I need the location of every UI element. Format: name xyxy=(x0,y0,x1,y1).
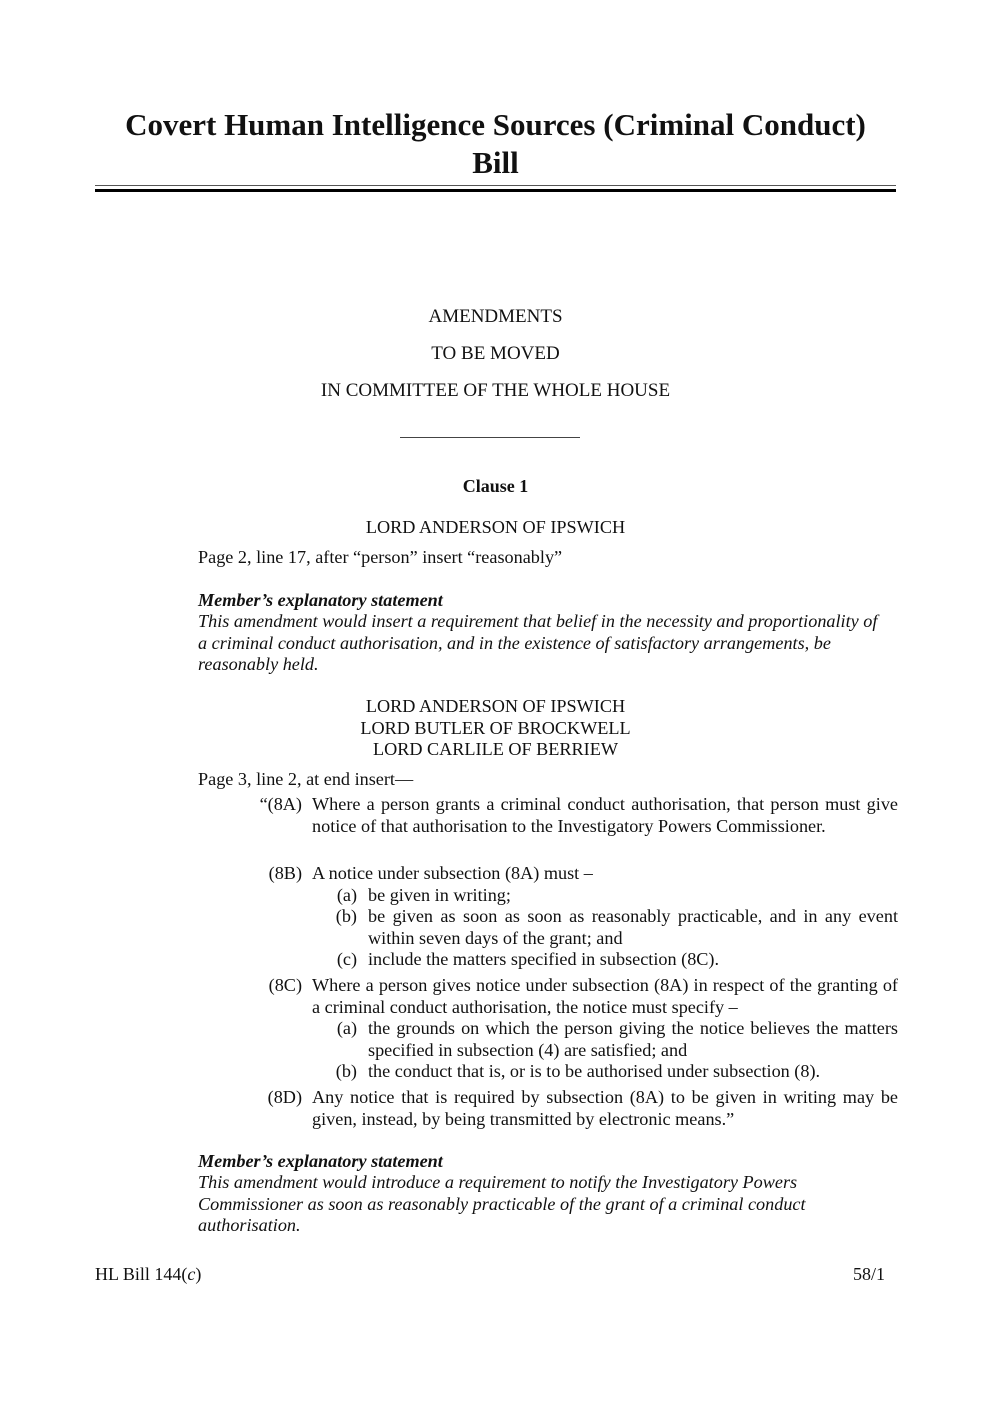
paragraph-text: the grounds on which the person giving the notice believes the matters specified in subsection (4) are satisfied; and xyxy=(368,1018,898,1060)
sponsor-name: LORD ANDERSON OF IPSWICH xyxy=(365,696,626,716)
heading-to-be-moved: TO BE MOVED xyxy=(431,343,560,364)
sponsor-name: LORD BUTLER OF BROCKWELL xyxy=(360,717,631,738)
paragraph-b xyxy=(312,906,898,949)
paragraph-label: (b) xyxy=(335,1061,357,1081)
amendment-1-sponsor: LORD ANDERSON OF IPSWICH xyxy=(365,517,626,537)
subsection-label: “(8A) xyxy=(259,794,302,814)
heading-amendments: AMENDMENTS xyxy=(428,306,563,327)
bill-title xyxy=(95,106,896,182)
sponsor-name: LORD CARLILE OF BERRIEW xyxy=(372,739,619,759)
amendment-1-statement-heading: Member’s explanatory statement xyxy=(198,590,443,610)
amendment-1-instruction: Page 2, line 17, after “person” insert “reasonably” xyxy=(198,547,563,567)
paragraph-label: (b) xyxy=(335,906,357,926)
paragraph-c xyxy=(312,949,898,971)
bill-reference xyxy=(95,1264,201,1285)
subsection-text: Where a person gives notice under subsection (8A) in respect of the granting of a criminal conduct authorisation, the notice must specify – xyxy=(312,975,898,1017)
amendment-2-instruction: Page 3, line 2, at end insert— xyxy=(198,769,414,789)
title-rule-thick xyxy=(95,189,896,192)
amendment-1-statement xyxy=(198,611,898,676)
amendment-2-statement-heading: Member’s explanatory statement xyxy=(198,1151,443,1171)
paragraph-a xyxy=(312,885,898,907)
statement-line: reasonably held. xyxy=(198,654,319,674)
subsection-text: A notice under subsection (8A) must – xyxy=(312,863,593,883)
title-rule-thin xyxy=(95,185,896,186)
paragraph-a xyxy=(312,1018,898,1061)
subsection-text: Where a person grants a criminal conduct authorisation, that person must give notice of that authorisation to the Investigatory Powers Commissioner. xyxy=(312,794,898,836)
subsection-label: (8D) xyxy=(267,1087,302,1107)
bill-ref-prefix: HL Bill 144( xyxy=(95,1264,188,1284)
heading-committee: IN COMMITTEE OF THE WHOLE HOUSE xyxy=(320,380,671,401)
clause-heading: Clause 1 xyxy=(462,476,529,496)
bill-ref-italic: c xyxy=(187,1264,196,1284)
paragraph-label: (a) xyxy=(336,884,357,905)
paragraph-text: include the matters specified in subsection (8C). xyxy=(368,949,720,969)
bill-title-line-1: Covert Human Intelligence Sources (Criminal Conduct) xyxy=(125,107,866,142)
statement-line: authorisation. xyxy=(198,1215,301,1235)
paragraph-text: be given as soon as soon as reasonably practicable, and in any event within seven days of the grant; and xyxy=(368,906,898,948)
subsection-8D xyxy=(240,1087,898,1130)
paragraph-text: be given in writing; xyxy=(368,884,511,905)
amendment-2-statement xyxy=(198,1172,898,1237)
subsection-8B xyxy=(240,863,898,971)
subsection-text: Any notice that is required by subsection (8A) to be given in writing may be given, instead, by being transmitted by electronic means.” xyxy=(312,1087,898,1129)
subsection-label: (8C) xyxy=(268,975,302,995)
statement-line: a criminal conduct authorisation, and in the existence of satisfactory arrangements, be xyxy=(198,632,831,653)
statement-line: This amendment would insert a requirement that belief in the necessity and proportionality of xyxy=(198,611,878,631)
amendment-2-sponsors xyxy=(95,696,896,761)
section-divider xyxy=(400,437,580,438)
paragraph-label: (c) xyxy=(336,949,357,969)
subsection-8A xyxy=(240,794,898,837)
bill-ref-suffix: ) xyxy=(195,1264,202,1284)
paragraph-label: (a) xyxy=(336,1018,357,1038)
subsection-8C xyxy=(240,975,898,1083)
statement-line: This amendment would introduce a requirement to notify the Investigatory Powers xyxy=(198,1172,798,1192)
page-reference: 58/1 xyxy=(852,1264,885,1284)
bill-title-line-2: Bill xyxy=(472,145,519,180)
paragraph-text: the conduct that is, or is to be authorised under subsection (8). xyxy=(368,1061,821,1081)
statement-line: Commissioner as soon as reasonably practicable of the grant of a criminal conduct xyxy=(198,1193,806,1214)
subsection-label: (8B) xyxy=(268,863,302,883)
paragraph-b xyxy=(312,1061,898,1083)
